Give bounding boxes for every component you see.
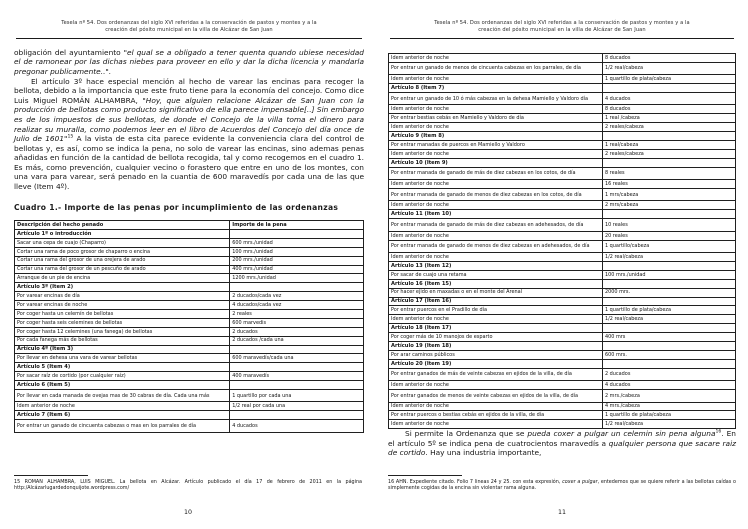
pr-lead: Si permite la Ordenanza que se xyxy=(405,429,528,439)
cell-description: Por entrar puercos o bestias cebás en ejidos de la villa, de día xyxy=(389,411,603,420)
table-row xyxy=(15,256,364,265)
table-row xyxy=(15,247,364,256)
cell-amount: 2 ducados xyxy=(602,368,735,380)
table-article-row xyxy=(389,210,736,219)
table-row xyxy=(15,402,364,411)
running-head-rule-left xyxy=(16,38,362,39)
table-row xyxy=(389,350,736,359)
cell-amount: 2 reales/cabeza xyxy=(602,149,735,158)
table-row xyxy=(389,253,736,262)
cell-amount: 2 mrs./cabeza xyxy=(602,390,735,402)
cell-amount xyxy=(602,158,735,167)
cell-description: Por cada fanega más de bellotas xyxy=(15,336,230,345)
footnote-16 xyxy=(388,479,736,491)
cell-amount: 600 maravedís/cada una xyxy=(230,354,364,363)
cell-amount xyxy=(230,283,364,292)
cell-amount: 4 mrs./cabeza xyxy=(602,402,735,411)
cell-description: Por entrar ganados de menos de veinte cabezas en ejidos de la villa, de día xyxy=(389,390,603,402)
cell-amount: 400 mrs xyxy=(602,333,735,342)
cell-description: Artículo 18 (Item 17) xyxy=(389,324,603,333)
cell-amount xyxy=(602,210,735,219)
table-row xyxy=(389,189,736,201)
table-article-row xyxy=(389,297,736,306)
footnote-rule-right xyxy=(388,475,462,476)
left-body xyxy=(14,48,364,433)
running-head-left xyxy=(32,20,346,35)
cell-amount: 4 ducados/cada vez xyxy=(230,301,364,310)
cell-amount: 16 reales xyxy=(602,180,735,189)
table-row xyxy=(389,180,736,189)
cell-amount: 8 ducados xyxy=(602,105,735,114)
cell-description: Artículo 16 (Item 15) xyxy=(389,279,603,288)
footnote-area-left xyxy=(14,475,362,529)
table-row xyxy=(389,114,736,123)
table-article-row xyxy=(15,345,364,354)
table-row xyxy=(15,274,364,283)
paragraph-1 xyxy=(14,48,364,77)
cell-amount: 8 ducados xyxy=(602,53,735,62)
footnote-marker-15: 15 xyxy=(67,134,74,140)
cell-description: Idem anterior de noche xyxy=(389,253,603,262)
cell-description: Idem anterior de noche xyxy=(389,149,603,158)
p1-italic: "el qual se a obligado a tener quenta quando ubiese necesidad el de ramonear por las dichas niebes para proveer en ello y dar la dicha licencia y mandarla pregonar publicamente..". xyxy=(14,47,364,76)
running-head-right xyxy=(406,20,718,35)
cell-description: Artículo 3º (Item 2) xyxy=(15,283,230,292)
table-row xyxy=(389,219,736,231)
cell-description: Artículo 19 (Item 18) xyxy=(389,342,603,351)
table-row xyxy=(389,167,736,179)
table-row xyxy=(389,53,736,62)
cell-description: Por entrar un ganado de 10 ó más cabezas en la dehesa Mamiello y Valdoro día xyxy=(389,92,603,104)
cell-description: Artículo 5 (Item 4) xyxy=(15,363,230,372)
running-head-line1: Tesela nº 54. Dos ordenanzas del siglo XVI referidas a la conservación de pastos y montes y a la xyxy=(61,20,317,26)
cell-description: Por entrar puercos en el Pradillo de día xyxy=(389,306,603,315)
table-header-row xyxy=(15,221,364,230)
cell-description: Idem anterior de noche xyxy=(389,315,603,324)
table-row xyxy=(389,402,736,411)
cell-amount: 100 mrs./unidad xyxy=(602,270,735,279)
cell-amount: 2 ducados /cada una xyxy=(230,336,364,345)
cell-amount: 2 ducados/cada vez xyxy=(230,292,364,301)
cell-amount: 1 quartillo de plata/cabeza xyxy=(602,411,735,420)
table-row xyxy=(389,105,736,114)
cell-description: Artículo 8 (Item 7) xyxy=(389,84,603,93)
table-row xyxy=(389,240,736,252)
cell-amount: 4 ducados xyxy=(230,420,364,432)
cell-description: Idem anterior de noche xyxy=(389,180,603,189)
table-row xyxy=(15,336,364,345)
cell-description: Artículo 4º (Item 3) xyxy=(15,345,230,354)
cell-amount: 2 mrs/cabeza xyxy=(602,201,735,210)
table-article-row xyxy=(389,84,736,93)
cell-description: Artículo 17 (Item 16) xyxy=(389,297,603,306)
table-article-row xyxy=(389,324,736,333)
p2-lead: El artículo 3º hace especial mención al hecho de varear las encinas para recoger la bellota, debido a la importancia que este fruto tiene para la economía del concejo. Como dice Luis Miguel ROMÁN ALHAMBRA, " xyxy=(14,76,364,105)
cell-description: Cortar una rama del grosor de una orejera de arado xyxy=(15,256,230,265)
table-article-row xyxy=(389,342,736,351)
cell-description: Arranque de un pie de encina xyxy=(15,274,230,283)
cell-amount xyxy=(230,363,364,372)
cell-amount xyxy=(230,229,364,238)
cell-amount: 600 marvedis xyxy=(230,318,364,327)
table-article-row xyxy=(15,411,364,420)
cell-amount: 1 quartillo/cabeza xyxy=(602,240,735,252)
table-row xyxy=(389,201,736,210)
cell-description: Idem anterior de noche xyxy=(389,381,603,390)
cell-amount xyxy=(602,279,735,288)
table-row xyxy=(389,333,736,342)
running-head-line2-right: creación del pósito municipal en la villa de Alcázar de San Juan xyxy=(478,27,646,34)
table-article-row xyxy=(15,381,364,390)
table-row xyxy=(389,62,736,74)
cell-description: Idem anterior de noche xyxy=(389,53,603,62)
paragraph-2 xyxy=(14,77,364,192)
cell-description: Por entrar un ganado de menos de cincuenta cabezas en los parrales, de día xyxy=(389,62,603,74)
cell-amount xyxy=(602,132,735,141)
table-row xyxy=(15,354,364,363)
penalties-table-right xyxy=(388,53,736,429)
cell-amount xyxy=(230,381,364,390)
cell-description: Idem anterior de noche xyxy=(389,402,603,411)
table-article-row xyxy=(15,229,364,238)
table-row xyxy=(389,390,736,402)
cell-description: Por entrar ganados de más de veinte cabezas en ejidos de la villa, de día xyxy=(389,368,603,380)
paragraph-right xyxy=(388,429,736,458)
table-row xyxy=(15,389,364,401)
pr-tail: . Hay una industria importante, xyxy=(425,448,542,458)
table-article-row xyxy=(389,359,736,368)
running-head-line2: creación del pósito municipal en la villa de Alcázar de San Juan xyxy=(105,27,273,34)
footnote-area-right xyxy=(388,475,736,529)
cell-amount: 1200 mrs./unidad xyxy=(230,274,364,283)
cell-description: Por llevar en dehesa una vara de varear bellotas xyxy=(15,354,230,363)
table-row xyxy=(389,315,736,324)
cell-amount xyxy=(602,297,735,306)
cell-amount: 1 quartillo de plata/cabeza xyxy=(602,75,735,84)
table-row xyxy=(389,288,736,297)
cell-description: Por entrar un ganado de cincuenta cabezas o mas en los parrales de día xyxy=(15,420,230,432)
footnote-rule-left xyxy=(14,475,88,476)
cell-amount: 600 mrs. xyxy=(602,350,735,359)
cell-amount xyxy=(602,262,735,271)
cell-amount: 600 mrs./unidad xyxy=(230,238,364,247)
table-article-row xyxy=(389,132,736,141)
table-row xyxy=(389,92,736,104)
table-row xyxy=(389,149,736,158)
cell-description: Artículo 20 (Item 19) xyxy=(389,359,603,368)
running-head-rule-right xyxy=(390,38,734,39)
cell-description: Por sacar de cuajo una retama xyxy=(389,270,603,279)
cell-description: Idem anterior de noche xyxy=(389,420,603,429)
table-row xyxy=(389,381,736,390)
p2-italic: Hoy, que alguien relacione Alcázar de San Juan con la producción de bellotas como producto significativo de ella parece impensable[..] Sin embargo es de los impuestos de sus bellotas, de donde el Concejo de la villa toma el dinero para realizar su muralla, como podemos leer en el libro de Acuerdos del Concejo del día once de Julio de 1601" xyxy=(14,95,364,144)
cell-amount: 20 reales xyxy=(602,231,735,240)
table-row xyxy=(389,368,736,380)
footnote-15: 15 ROMAN ALHAMBRA, LUIS MIGUEL. La bellota en Alcázar. Artículo publicado el día 17 de febrero de 2011 en la página http:/Alcázarlugardedonquijote.wordpress.com/ xyxy=(14,478,362,491)
cell-amount: 1/2 real/cabeza xyxy=(602,420,735,429)
table-row xyxy=(389,411,736,420)
fn16-lead: 16 AHN. Expediente citado. Folio 7 lineas 24 y 25. con esta expresión, xyxy=(388,478,563,485)
cell-description: Por coger hasta un celemín de bellotas xyxy=(15,309,230,318)
pr-italic-2: qualquier persona que sacare raiz de cortido xyxy=(388,438,737,458)
cell-description: Por varear encinas de día xyxy=(15,292,230,301)
cell-description: Por entrar bestias cebás en Mamiello y Valdoro de día xyxy=(389,114,603,123)
p2-tail: A la vista de esta cita parece evidente la conveniencia clara del control de bellotas y, es así, como se indica la pena, no solo de varear las encinas, sino ademas penas añadidas en función de la cantidad de bellota recogida, tal y como recogemos en el cuadro 1. Es más, como prevención, cualquier vecino o forastero que entre en uno de los montes, con una vara para varear, será penado en la cuantia de 600 maravedís por cada una de las que lleve (Item 4º). xyxy=(14,134,365,192)
cell-description: Artículo 9 (Item 8) xyxy=(389,132,603,141)
cell-description: Por arar caminos públicos xyxy=(389,350,603,359)
cell-description: Sacar una cepa de cuajo (Chaparro) xyxy=(15,238,230,247)
penalties-table-left xyxy=(14,220,364,433)
cell-description: Por coger más de 10 manojos de esparto xyxy=(389,333,603,342)
table-row xyxy=(389,420,736,429)
table-article-row xyxy=(389,279,736,288)
table-row xyxy=(389,123,736,132)
table-article-row xyxy=(389,262,736,271)
table-row xyxy=(15,238,364,247)
table-row xyxy=(15,265,364,274)
cell-amount: 100 mrs./unidad xyxy=(230,247,364,256)
table-row xyxy=(389,231,736,240)
cell-amount: 1/2 real por cada una xyxy=(230,402,364,411)
cell-amount: 200 mrs./unidad xyxy=(230,256,364,265)
cell-amount: 400 maravedís xyxy=(230,372,364,381)
cell-amount: 1 quartillo por cada una xyxy=(230,389,364,401)
cell-description: Por entrar manadas de puercos en Mamiello y Valdoro xyxy=(389,140,603,149)
cell-description: Por sacar raíz de cortido (por cualquier raíz) xyxy=(15,372,230,381)
running-head-line1-right: Tesela nº 54. Dos ordenanzas del siglo XVI referidas a la conservación de pastos y montes y a la xyxy=(434,20,690,26)
cell-description: Artículo 11 (Item 10) xyxy=(389,210,603,219)
cell-amount: 10 reales xyxy=(602,219,735,231)
page-right xyxy=(374,0,748,529)
cell-amount xyxy=(602,359,735,368)
cell-description: Por llevar en cada manada de ovejas mas de 30 cabras de día. Cada una más xyxy=(15,389,230,401)
footnote-marker-16: 16 xyxy=(715,429,722,435)
cell-amount: 1/2 real/cabeza xyxy=(602,315,735,324)
table-row xyxy=(389,75,736,84)
cell-amount: 4 ducados xyxy=(602,92,735,104)
cell-amount xyxy=(230,345,364,354)
cell-description: Por entrar manada de ganado de menos de diez cabezas en los cotos, de día xyxy=(389,189,603,201)
cell-amount: 2 ducados xyxy=(230,327,364,336)
cell-description: Por coger hasta seis celemines de bellotas xyxy=(15,318,230,327)
cell-description: Artículo 13 (Item 12) xyxy=(389,262,603,271)
cell-amount: 2 reales/cabeza xyxy=(602,123,735,132)
cell-description: Por entrar manada de ganado de menos de diez cabezas en adehesados, de día xyxy=(389,240,603,252)
cell-amount: 2000 mrs. xyxy=(602,288,735,297)
cell-amount: 1 real/cabeza xyxy=(602,140,735,149)
fn16-italic: coxer a pulgar xyxy=(562,478,598,485)
cell-description: Por hacer ejido en maxadas o en el monte del Arenal xyxy=(389,288,603,297)
pr-italic-1: pueda coxer a pulgar un celemin sin pena alguna xyxy=(527,429,716,439)
penalties-table-left-body xyxy=(15,221,364,433)
page-number-left: 10 xyxy=(183,509,192,516)
cell-description: Idem anterior de noche xyxy=(389,201,603,210)
cell-amount: 1 quartillo de plata/cabeza xyxy=(602,306,735,315)
cell-description: Artículo 1º o introducción xyxy=(15,229,230,238)
fn16-tail: , entedemos que se quiere referir a las bellotas caídas o simplemente cogidas de la encina sin violentar rama alguna. xyxy=(388,478,736,491)
cell-amount: 1 mrs/cabeza xyxy=(602,189,735,201)
cell-amount: 1/2 real/cabeza xyxy=(602,253,735,262)
cell-description: Por coger hasta 12 celemines (una fanega) de bellotas xyxy=(15,327,230,336)
pr-mid: . En el artículo 5º se indica pena de cuatrocientos maravedís a xyxy=(388,429,736,448)
table-row xyxy=(15,372,364,381)
penalties-table-right-body xyxy=(389,53,736,428)
table-row xyxy=(15,327,364,336)
cell-amount: 4 ducados xyxy=(602,381,735,390)
right-body xyxy=(388,53,736,458)
column-header-amount: Importe de la pena xyxy=(230,221,364,230)
cell-description: Por varear encinas de noche xyxy=(15,301,230,310)
cell-amount xyxy=(230,411,364,420)
table-article-row xyxy=(389,158,736,167)
cell-amount xyxy=(602,84,735,93)
cell-description: Idem anterior de noche xyxy=(389,231,603,240)
table-row xyxy=(389,270,736,279)
cell-amount xyxy=(602,342,735,351)
table-article-row xyxy=(15,283,364,292)
table-row xyxy=(15,301,364,310)
cell-description: Cortar una rama del grosor de un pescuño de arado xyxy=(15,265,230,274)
cell-amount: 1/2 real/cabeza xyxy=(602,62,735,74)
cell-amount: 1 real /cabeza xyxy=(602,114,735,123)
table-row xyxy=(389,306,736,315)
table-row xyxy=(15,318,364,327)
cell-description: Artículo 6 (Item 5) xyxy=(15,381,230,390)
table-row xyxy=(15,292,364,301)
table-title-left: Cuadro 1.- Importe de las penas por incumplimiento de las ordenanzas xyxy=(14,202,339,212)
cell-amount: 8 reales xyxy=(602,167,735,179)
cell-description: Cortar una rama de poco grosor de chaparro o encina xyxy=(15,247,230,256)
cell-description: Por entrar manada de ganado de más de diez cabezas en adehesados, de día xyxy=(389,219,603,231)
cell-description: Artículo 10 (Item 9) xyxy=(389,158,603,167)
p1-lead: obligación del ayuntamiento xyxy=(14,47,124,57)
cell-amount: 2 reales xyxy=(230,309,364,318)
page-number-right: 11 xyxy=(557,509,566,516)
table-row xyxy=(15,309,364,318)
cell-description: Idem anterior de noche xyxy=(15,402,230,411)
cell-description: Idem anterior de noche xyxy=(389,75,603,84)
cell-description: Idem anterior de noche xyxy=(389,123,603,132)
cell-description: Por entrar manada de ganado de más de diez cabezas en los cotos, de día xyxy=(389,167,603,179)
cell-amount: 400 mrs./unidad xyxy=(230,265,364,274)
table-article-row xyxy=(15,363,364,372)
table-row xyxy=(389,140,736,149)
cell-description: Idem anterior de noche xyxy=(389,105,603,114)
column-header-description: Descripción del hecho penado xyxy=(15,221,230,230)
cell-amount xyxy=(602,324,735,333)
cell-description: Artículo 7 (Item 6) xyxy=(15,411,230,420)
table-row xyxy=(15,420,364,432)
